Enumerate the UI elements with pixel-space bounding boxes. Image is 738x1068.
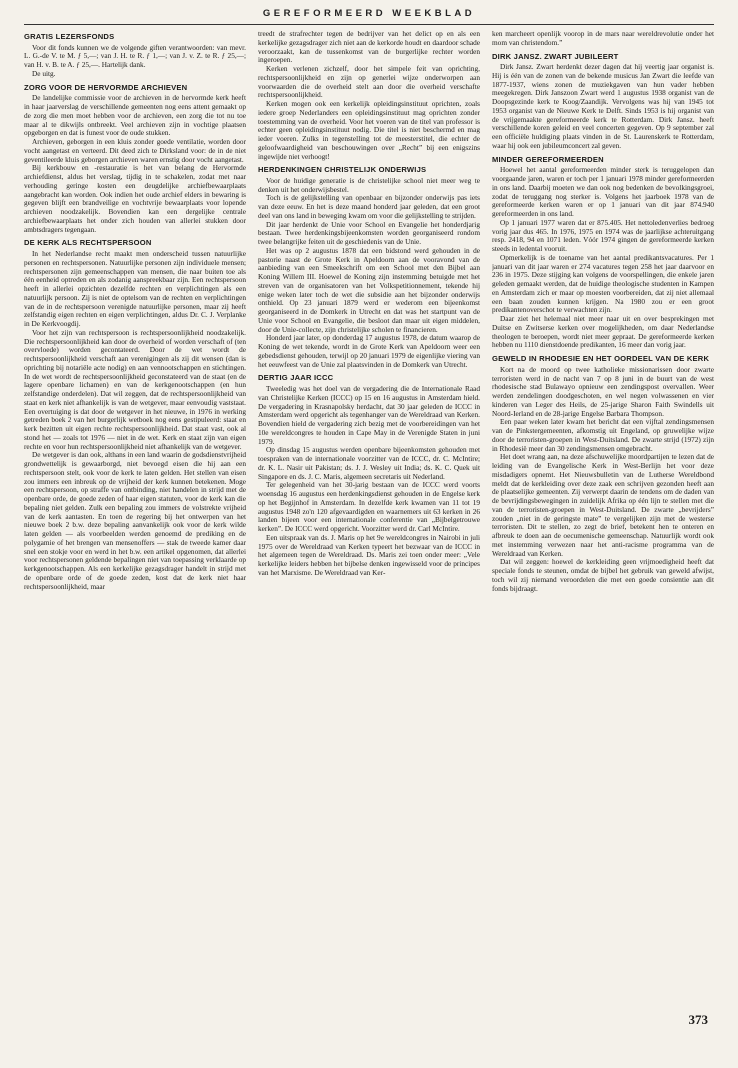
- signature: De uitg.: [32, 68, 56, 78]
- article-section: [492, 156, 714, 350]
- section-heading: MINDER GEREFORMEERDEN: [492, 154, 604, 164]
- section-heading: ZORG VOOR DE HERVORMDE ARCHIEVEN: [24, 82, 188, 92]
- section-heading: GEWELD IN RHODESIE EN HET OORDEEL VAN DE KERK: [492, 354, 710, 364]
- column-2: [258, 30, 480, 1030]
- column-1: [24, 30, 246, 1030]
- paragraph: De wetgever is dan ook, althans in een land waarin de godsdienstvrijheid grondwettelijk is gewaarborgd, niet bevoegd eisen die hij aan een rechtspersoon stelt, ook voor de kerk te laten gelden. Het stellen van eisen zou immers een inbreuk op de vrijheid der kerk kunnen betekenen. Moge een rechtspersoon, op straffe van ontbinding, niet handelen in strijd met de openbare orde, de goede zeden of haar eigen statuten, voor de kerk kan die bepaling niet gelden. Zulk een bepaling zou immers de volstrekte vrijheid van de kerk aantasten. En toen de regering bij het ontwerpen van het nieuwe boek 2 b.w. deze bepaling aanvankelijk ook voor de kerk wilde laten gelden — als voorbeelden werden genoemd de prediking en de polygamie of het brengen van mensenoffers — stak de tweede kamer daar snel een stokje voor en werd in het b.w. een artikel opgenomen, dat allerlei voor rechtspersonen geldende bepalingen niet van toepassing verklaarde op kerkgenootschappen. Als een kerkelijke gezagsdrager handelt in strijd met de openbare orde of de goede zeden, kost dat de kerk niet haar rechtspersoonlijkheid, maar: [24, 450, 246, 591]
- paragraph: Hoewel het aantal gereformeerden minder sterk is teruggelopen dan voorgaande jaren, waren er toch per 1 januari 1978 minder gereformeerden in ons land. Daarbij moeten we dan ook nog bedenken de bevolkingsgroei, zodat de teruggang nog sterker is. Volgens het jaarboek 1978 van de gereformeerde kerken waren er op 1 januari van dit jaar 874.940 gereformeerden in ons land.: [492, 165, 714, 219]
- paragraph: Kort na de moord op twee katholieke missionarissen door zwarte terroristen werd in de nacht van 7 op 8 juni in de buurt van de west rhodesische stad Bulawayo opnieuw een zendingspost overvallen. Weer werden zendelingen doodgeschoten, en wel negen volwassenen en vier kinderen van Leger des Heils, de 25-jarige Sharon Faith Swindells uit Noord-Ierland en de 28-jarige Engelse Barbara Thompson.: [492, 364, 714, 418]
- paragraph: Ter gelegenheid van het 30-jarig bestaan van de ICCC werd voorts woensdag 16 augustus een herdenkingsdienst gehouden in de Engelse kerk op het Begijnhof in Amsterdam. In dezelfde kerk kwamen van 11 tot 19 augustus 1948 zo'n 120 afgevaardigden en waarnemers uit 63 kerken in 26 landen bijeen voor een internationale conferentie van „Bijbelgetrouwe kerken”. De ICCC werd opgericht. Voorzitter werd dr. Carl McIntire.: [258, 480, 480, 534]
- article-section: [492, 53, 714, 151]
- paragraph: treedt de strafrechter tegen de bedrijver van het delict op en als een kerkelijke gezagsdrager zich niet aan de kerkorde houdt en daardoor schade veroorzaakt, kan de tussenkomst van de burgerlijke rechter worden ingeroepen.: [258, 30, 480, 65]
- paragraph: Voor het zijn van rechtspersoon is rechtspersoonlijkheid noodzakelijk. Die rechtspersoonlijkheid kan door de overheid of worden verschaft of (ten overvloede) worden gecontateerd. Door de wet wordt de rechtspersoonlijkheid verschaft aan verenigingen als zij dit wensen (dan is oprichting bij notariële acte nodig) en aan vennootschappen en stichtingen. In de wet wordt de rechtspersoonlijkheid geconstateerd van de staat (en de lagere openbare lichamen) en van de kerkgenootschappen (en hun zelfstandige onderdelen). Dat wil zeggen, dat de rechtspersoonlijkheid van staat en kerk niet afhankelijk is van de wetgever, maar eenvoudig vaststaat. Een overtuiging is dat door de wetgever in het nieuwe, in 1976 in werking getreden boek 2 van het burgerlijk wetboek nog eens gestipuleerd: staat en kerk bezitten uit eigen rechte rechtspersoonlijkheid. Dat staat vast, ook al stond het — zoals tot 1976 — niet in de wet. Kerk en staat zijn van eigen rechte en voor hun rechtspersoonlijkheid niet afhankelijk van de wetgever.: [24, 327, 246, 451]
- article-section: [24, 84, 246, 235]
- paragraph: Tweeledig was het doel van de vergadering die de Internationale Raad van Christelijke Kerken (ICCC) op 15 en 16 augustus in Amsterdam hield. De vergadering in Krasnapolsky herdacht, dat 30 jaar geleden de ICCC in Amsterdam werd opgericht als tegenhanger van de Wereldraad van Kerken. Bovendien hield de vergadering zich bezig met de voorbereidingen van het 10e wereldcongres te houden in Cape May in de Verenigde Staten in juni 1979.: [258, 384, 480, 446]
- article-section: [258, 374, 480, 577]
- article-section: [24, 239, 246, 591]
- paragraph: Honderd jaar later, op donderdag 17 augustus 1978, de datum waarop de Koning de wet tekende, wordt in de Grote Kerk van Apeldoorn weer een gebedsdienst gehouden, terwijl op 20 januari 1979 de eigenlijke viering van het eeuwfeest van de Unie zal plaatsvinden in de Domkerk van Utrecht.: [258, 333, 480, 369]
- section-heading: DERTIG JAAR ICCC: [258, 373, 334, 383]
- paragraph: Dat wil zeggen: hoewel de kerkleiding geen vrijmoedigheid heeft dat speciale fonds te steunen, omdat de bijbel het gebruik van geweld afwijst, toch wil zij niemand veroordelen die met een goede consientie aan dit fonds bijdraagt.: [492, 557, 714, 593]
- paragraph: Archieven, geborgen in een kluis zonder goede ventilatie, worden door vocht aangetast en verteerd. Dit deed zich te Dirksland voor: de in de niet geventileerde kluis geborgen archieven waren ernstig door vocht aangetast.: [24, 137, 246, 164]
- section-heading: DE KERK ALS RECHTSPERSOON: [24, 238, 152, 248]
- paragraph: De landelijke commissie voor de archieven in de hervormde kerk heeft in haar jaarverslag de verschillende gemeenten nog eens attent gemaakt op de zorg die men moet hebben voor de archieven, een zorg die tot nu toe maar al te dikwijls ontbreekt. Veel archieven zijn in vochtige plaatsen opgeborgen en dat is funest voor de oude stukken.: [24, 93, 246, 138]
- page-number: 373: [688, 1012, 708, 1027]
- article-section: [24, 33, 246, 79]
- paragraph: Kerken verlenen zichzelf, door het simpele feit van oprichting, rechtspersoonlijkheid en zijn op generlei wijze onderworpen aan voorwaarden die de overheid stelt aan door die overheid verschafte rechtspersoonlijkheid.: [258, 64, 480, 100]
- section-heading: GRATIS LEZERSFONDS: [24, 32, 115, 41]
- paragraph: Voor de huidige generatie is de christelijke school niet meer weg te denken uit het onderwijsbestel.: [258, 175, 480, 194]
- paragraph: Bij kerkbouw en -restauratie is het van belang de Hervormde archiefdienst, aldus het verslag, tijdig in te schakelen, zodat met naar verhouding geringe kosten een deugdelijke archiefbewaarplaats aangebracht kan worden. Ook indien het oude archief elders in bewaring is gegeven blijft een brandveilige en vochtvrije bewaarplaats voor lopende archieven noodzakelijk. Bovendien kan een dergelijke centrale archiefbewaarplaats het onder zich houden van allerlei stukken door ambtsdragers tegengaan.: [24, 163, 246, 234]
- paragraph: Kerken mogen ook een kerkelijk opleidingsinstituut oprichten, zoals iedere groep Nederlanders een opleidingsinstituut mag oprichten zonder toestemming van de overheid. Voor het voeren van de titel van professor is echter geen opleidingsinstituut nodig. Die titel is niet beschermd en mag ieder voeren. Zulks in tegenstelling tot de meesterstitel, die echter de geloofwaardigheid van beschouwingen over „Recht” bij een enigszins ingewijde niet verhoogt!: [258, 99, 480, 161]
- paragraph: In het Nederlandse recht maakt men onderscheid tussen natuurlijke personen en rechtspersonen. Natuurlijke personen zijn individuele mensen; rechtspersonen zijn gemeenschappen van mensen, die naar buiten toe als één eenheid optreden en als zodanig aanspreekbaar zijn. Een rechtspersoon heeft in allerlei opzichten dezelfde rechten en verplichtingen als een natuurlijk persoon. Zij is niet de optelsom van de rechten en verplichtingen van de in de rechtspersoon verenigde natuurlijke personen, maar zij heeft zelfstandig eigen rechten en eigen verplichtingen, aldus Dr. C. J. Verplanke in De Kerkvoogdij.: [24, 249, 246, 329]
- article-section: [492, 355, 714, 593]
- column-3: [492, 30, 714, 1030]
- section-heading: DIRK JANSZ. ZWART JUBILEERT: [492, 51, 619, 61]
- paragraph: ken marcheert openlijk voorop in de mars naar wereldrevolutie onder het mom van christendom.”: [492, 30, 714, 47]
- paragraph: Het doet wrang aan, na deze afschuwelijke moordpartijen te lezen dat de leiding van de Evangelische Kerk in West-Berlijn het voor deze misdadigers opnemt. Het Nieuwsbulletin van de Lutherse Wereldbond meldt dat de kerkleiding over deze zaak een schrijven gezonden heeft aan de plaatselijke gemeenten. Zij verwerpt daarin de tendens om de daden van de bevrijdingsbewegingen in zuidelijk Afrika op één lijn te stellen met die van de terroristen-groepen in West-Duitsland. De zwarte „bevrijders” zouden „niet in de geringste mate” te vergelijken zijn met de westerse terroristen. Dit te stellen, zo zegt de brief, betekent hen te onteren en afbreuk te doen aan de oecumenische gemeenschap. Natuurlijk wordt ook met instemming verwezen naar het anti-racisme programma van de Wereldraad van Kerken.: [492, 452, 714, 558]
- page-header: GEREFORMEERD WEEKBLAD: [262, 8, 476, 19]
- section-heading: HERDENKINGEN CHRISTELIJK ONDERWIJS: [258, 165, 427, 175]
- paragraph: Op 1 januari 1977 waren dat er 875.405. Het nettoledenverlies bedroeg vorig jaar dus 465. In 1976, 1975 en 1974 was de jaarlijkse achteruitgang resp. 2418, 94 en 1071 leden. Vóór 1974 gingen de gereformeerde kerken steeds in ledental vooruit.: [492, 217, 714, 254]
- article-section: [258, 30, 480, 161]
- paragraph: Opmerkelijk is de toename van het aantal predikantsvacatures. Per 1 januari van dit jaar waren er 274 vacatures tegen 258 het jaar daarvoor en 236 in 1975. Deze stijging kan volgens de voorspellingen, die enkele jaren geleden gemaakt werden, dat de huidige theologische studenten in Kampen en Amsterdam zich er maar op moesten voorbereiden, dat zij niet allemaal een baan zouden kunnen krijgen. Na 1980 zou er een groot predikantenoverschot te verwachten zijn.: [492, 252, 714, 315]
- paragraph: Dirk Jansz. Zwart herdenkt dezer dagen dat hij veertig jaar organist is. Hij is één van de zonen van de bekende musicus Jan Zwart die leefde van 1877-1937, wiens zonen de muziekgaven van hun vader hebben meegekregen. Dirk Janszoon Zwart werd 1 augustus 1938 organist van de Doopsgezinde kerk te Koog/Zaandijk. Vervolgens was hij van 1945 tot 1953 organist van de Nieuwe Kerk te Delft. Sinds 1953 is hij organist van de vrijgemaakte gereformeerde kerk te Rotterdam. Dirk Jansz. heeft verschillende koren geleid en veel concerten gegeven. Op 9 september zal een officiële huldiging plaats vinden in de St. Laurenskerk te Rotterdam, waar hij ook een jubileumconcert zal geven.: [492, 62, 714, 150]
- paragraph: Dit jaar herdenkt de Unie voor School en Evangelie het honderdjarig bestaan. Twee herdenkingsbijeenkomsten worden georganiseerd rondom twee belangrijke feiten uit de geschiedenis van de Unie.: [258, 219, 480, 247]
- paragraph: Op dinsdag 15 augustus werden openbare bijeenkomsten gehouden met toespraken van de internationale voorzitter van de ICCC, dr. C. McIntire; dr. K. L. Nasir uit Pakistan; ds. J. J. Wesley uit India; ds. K. C. Quek uit Singapore en ds. J. C. Maris, algemeen secretaris uit Nederland.: [258, 445, 480, 481]
- paragraph: Een uitspraak van ds. J. Maris op het 9e wereldcongres in Nairobi in juli 1975 over de Wereldraad van Kerken typeert het bezwaar van de ICCC in het algemeen tegen de Wereldraad. Ds. Maris zei toen onder meer: „Vele kerkelijke leiders hebben het bijbelse denken ingewisseld voor de principes van het Marxisme. De Wereldraad van Ker-: [258, 532, 480, 577]
- paragraph: Daar ziet het helemaal niet meer naar uit en over besprekingen met Duitse en Zwitserse kerken over mogelijkheden, om daar Nederlandse theologen te beroepen, wordt niet meer gepraat. De gereformeerde kerken hebben nu 1110 dienstdoende predikanten, 16 meer dan vorig jaar.: [492, 314, 714, 350]
- article-columns: [24, 30, 714, 1030]
- paragraph: Een paar weken later kwam het bericht dat een vijftal zendingsmensen van de Pinkstergemeenten, afkomstig uit Engeland, op gruwelijke wijze door de terroristen-groepen in West-Duitsland. De zwarte strijd (1972) zijn in Rhodesië meer dan 30 zendingsmensen omgebracht.: [492, 417, 714, 453]
- paragraph: Voor dit fonds kunnen we de volgende giften verantwoorden: van mevr. L. G.-de V. te M. ƒ 5,—; van J. H. te R. ƒ 1,—; van J. v. Z. te R. ƒ 25,—; van H. v. B. te A. ƒ 25,—. Hartelijk dank.: [24, 42, 246, 70]
- header-rule: [24, 24, 714, 25]
- article-section: [492, 30, 714, 48]
- paragraph: Toch is de gelijkstelling van openbaar en bijzonder onderwijs pas iets van deze eeuw. En het is deze maand honderd jaar geleden, dat een groot deel van ons land in beweging kwam om voor die gelijkstelling te strijden.: [258, 193, 480, 220]
- paragraph: Het was op 2 augustus 1878 dat een bidstond werd gehouden in de pastorie naast de Grote Kerk in Apeldoorn aan de vooravond van de aanbieding van een Smeekschrift om een School met den Bijbel aan Koning Willem III. Hoewel de Koning zijn instemming betuigde met het streven van de organisatoren van het Volkspetitionnement, tekende hij enige weken later toch de wet die subsidie aan het bijzonder onderwijs onthield. Op 23 januari 1879 werd er wederom een bijeenkomst georganiseerd in de Domkerk in Utrecht en dat was het startpunt van de Unie voor School en Evangelie, die besloot dan maar uit eigen middelen, door de Unie-collecte, zijn christelijke scholen te financieren.: [258, 245, 480, 334]
- article-section: [258, 166, 480, 369]
